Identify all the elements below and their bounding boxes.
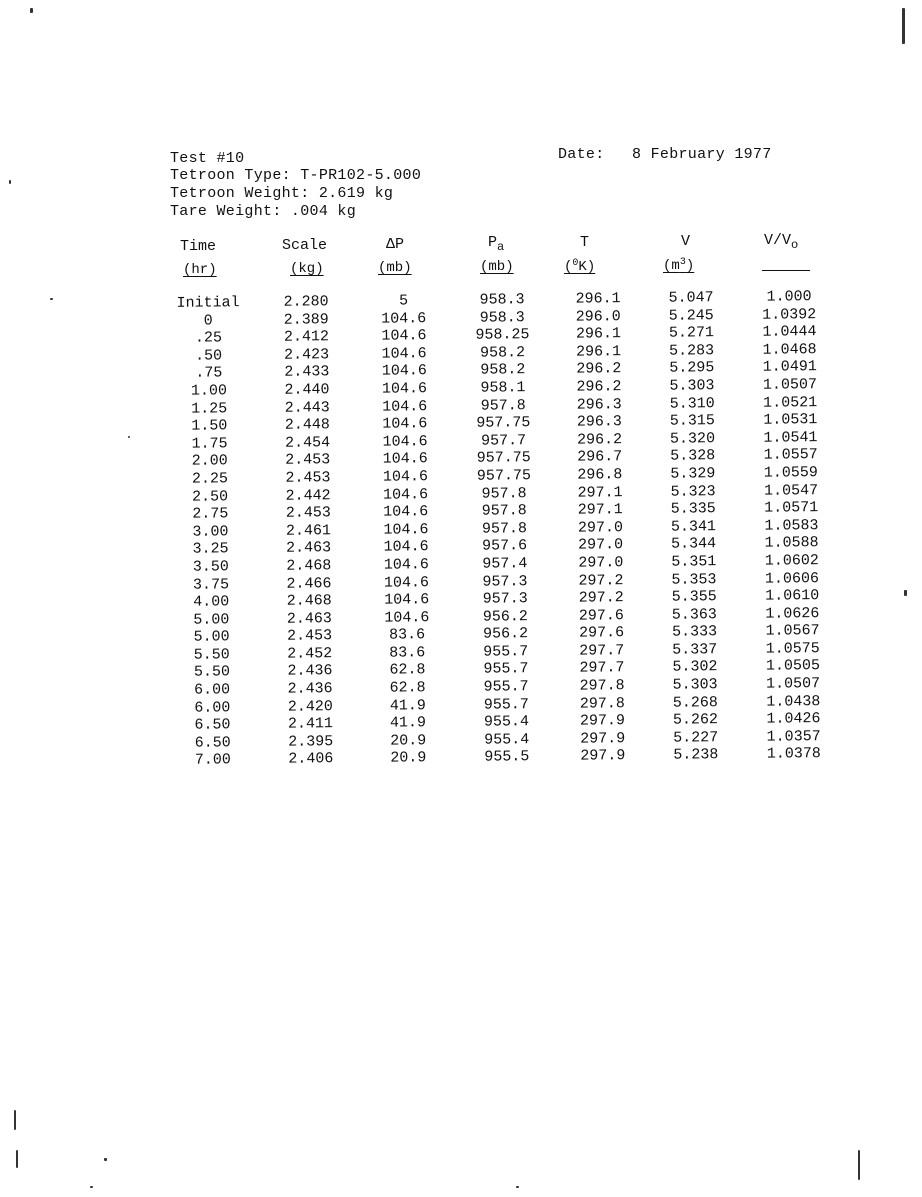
cell-time: 5.00 (193, 628, 230, 646)
cell-scale: 2.453 (285, 504, 331, 522)
cell-delta-p: 83.6 (389, 644, 426, 662)
cell-scale: 2.436 (287, 662, 333, 681)
cell-delta-p: 104.6 (383, 520, 429, 539)
cell-delta-p: 62.8 (389, 679, 426, 697)
test-number: Test #10 (170, 150, 245, 167)
cell-temp: 296.1 (575, 290, 621, 308)
cell-pa: 957.8 (481, 502, 527, 520)
cell-pa: 957.8 (480, 396, 526, 415)
cell-volume: 5.262 (672, 711, 719, 729)
cell-temp: 296.1 (576, 342, 622, 361)
cell-v-ratio: 1.0426 (766, 710, 821, 728)
cell-scale: 2.436 (287, 680, 333, 698)
cell-temp: 296.0 (575, 307, 621, 326)
cell-time: 6.00 (194, 681, 231, 699)
tare-weight: Tare Weight: .004 kg (170, 203, 357, 220)
col-unit-delta-p: (mb) (378, 260, 412, 276)
cell-v-ratio: 1.0438 (766, 692, 821, 711)
scan-mark (14, 1110, 16, 1130)
cell-volume: 5.268 (672, 693, 718, 712)
cell-temp: 296.3 (576, 413, 622, 431)
cell-v-ratio: 1.0541 (763, 428, 818, 447)
cell-pa: 957.3 (482, 590, 528, 608)
cell-time: 0 (203, 312, 213, 330)
col-header-temp: T (580, 234, 590, 251)
cell-v-ratio: 1.0575 (765, 639, 820, 658)
cell-temp: 297.9 (580, 747, 626, 766)
cell-pa: 958.25 (475, 326, 530, 344)
cell-scale: 2.389 (283, 310, 329, 329)
tetroon-type: Tetroon Type: T-PR102-5.000 (170, 167, 422, 184)
scan-mark (858, 1150, 860, 1180)
cell-pa: 956.2 (482, 625, 529, 643)
cell-temp: 297.2 (578, 571, 624, 590)
cell-temp: 296.1 (575, 325, 622, 343)
cell-temp: 297.1 (577, 483, 623, 502)
scan-mark (50, 298, 53, 300)
cell-time: 3.25 (192, 540, 229, 558)
v-ratio-rule (762, 270, 810, 271)
cell-temp: 296.2 (576, 360, 622, 379)
cell-volume: 5.333 (671, 623, 718, 641)
cell-volume: 5.303 (669, 377, 715, 395)
cell-pa: 955.5 (484, 748, 530, 767)
cell-volume: 5.238 (673, 746, 719, 765)
cell-pa: 955.4 (484, 731, 530, 749)
cell-delta-p: 104.6 (382, 468, 429, 486)
cell-scale: 2.453 (286, 627, 333, 645)
cell-volume: 5.335 (670, 500, 716, 518)
cell-pa: 955.7 (483, 643, 529, 661)
cell-time: 6.50 (194, 716, 231, 734)
cell-v-ratio: 1.0571 (764, 499, 819, 517)
cell-scale: 2.395 (288, 733, 334, 751)
cell-pa: 957.3 (482, 572, 528, 591)
cell-delta-p: 104.6 (382, 432, 428, 451)
col-header-v-ratio: $V/V_o$ (764, 232, 799, 252)
cell-time: 1.25 (191, 399, 228, 418)
col-header-time: Time (180, 238, 217, 255)
scan-mark (90, 1186, 93, 1188)
cell-time: 1.00 (190, 382, 228, 400)
cell-delta-p: 104.6 (382, 485, 429, 504)
col-header-delta-p: ΔP (386, 236, 405, 253)
cell-volume: 5.227 (673, 729, 719, 747)
cell-delta-p: 104.6 (382, 415, 428, 433)
cell-volume: 5.351 (671, 553, 717, 571)
cell-delta-p: 104.6 (381, 327, 427, 345)
cell-volume: 5.344 (671, 535, 717, 553)
cell-temp: 297.8 (579, 677, 625, 695)
cell-temp: 296.2 (576, 378, 622, 396)
cell-volume: 5.363 (671, 605, 717, 624)
cell-v-ratio: 1.0610 (765, 587, 820, 605)
cell-time: 2.75 (192, 505, 229, 523)
cell-delta-p: 104.6 (381, 309, 427, 328)
cell-delta-p: 104.6 (383, 503, 429, 521)
cell-v-ratio: 1.0583 (764, 516, 819, 535)
cell-delta-p: 20.9 (390, 732, 427, 750)
cell-time: 1.50 (191, 417, 228, 435)
scan-mark (104, 1158, 107, 1161)
cell-scale: 2.420 (287, 697, 333, 716)
cell-time: 4.00 (193, 593, 230, 611)
cell-pa: 955.7 (483, 695, 529, 714)
cell-delta-p: 104.6 (382, 397, 428, 416)
cell-temp: 297.0 (578, 536, 624, 554)
cell-volume: 5.337 (672, 641, 718, 659)
cell-time: 6.50 (194, 734, 231, 752)
cell-pa: 957.6 (482, 537, 528, 555)
cell-scale: 2.280 (283, 293, 329, 311)
cell-scale: 2.442 (285, 486, 331, 505)
cell-delta-p: 5 (398, 292, 409, 310)
cell-volume: 5.047 (668, 289, 714, 307)
col-header-scale: Scale (282, 237, 328, 254)
cell-delta-p: 20.9 (390, 749, 427, 768)
cell-time: 7.00 (194, 751, 231, 770)
cell-temp: 297.6 (578, 606, 624, 625)
cell-temp: 296.2 (576, 430, 623, 449)
cell-delta-p: 104.6 (383, 573, 430, 592)
cell-volume: 5.341 (670, 517, 717, 536)
col-unit-temp: ($^0$K) (564, 258, 596, 275)
cell-scale: 2.453 (285, 469, 331, 487)
cell-temp: 297.7 (579, 659, 625, 678)
scan-mark (16, 1150, 18, 1168)
date-label: Date: (558, 146, 605, 163)
cell-volume: 5.353 (671, 570, 717, 589)
cell-scale: 2.443 (284, 398, 330, 417)
cell-pa: 958.3 (479, 291, 525, 309)
cell-time: 6.00 (194, 698, 231, 717)
cell-volume: 5.328 (670, 447, 716, 466)
cell-time: 5.50 (193, 663, 231, 682)
date-value: 8 February 1977 (632, 146, 772, 163)
cell-delta-p: 104.6 (382, 450, 428, 469)
col-unit-scale: (kg) (290, 261, 324, 277)
col-unit-pa: (mb) (480, 259, 514, 275)
cell-temp: 297.9 (579, 712, 626, 730)
cell-pa: 957.8 (481, 484, 527, 503)
cell-delta-p: 41.9 (389, 714, 427, 732)
cell-delta-p: 41.9 (389, 696, 426, 715)
cell-pa: 955.7 (483, 678, 529, 696)
cell-pa: 957.8 (481, 519, 528, 538)
cell-volume: 5.303 (672, 676, 718, 694)
cell-volume: 5.271 (668, 324, 715, 342)
cell-temp: 296.8 (577, 466, 623, 484)
col-header-pa: $P_a$ (488, 234, 505, 254)
cell-v-ratio: 1.0626 (765, 604, 820, 623)
cell-pa: 955.4 (483, 713, 530, 731)
scan-mark (128, 436, 130, 438)
cell-v-ratio: 1.0547 (763, 481, 819, 500)
scan-mark (904, 590, 907, 596)
cell-temp: 296.3 (576, 395, 622, 414)
scan-mark (9, 180, 11, 184)
cell-volume: 5.315 (669, 412, 715, 430)
cell-pa: 956.2 (482, 607, 528, 626)
cell-time: 3.75 (192, 575, 230, 594)
cell-time: 5.50 (193, 646, 230, 664)
cell-v-ratio: 1.0588 (764, 534, 819, 552)
cell-v-ratio: 1.0491 (762, 358, 817, 377)
cell-v-ratio: 1.0567 (765, 622, 820, 640)
cell-v-ratio: 1.0378 (766, 745, 821, 764)
col-unit-time: (hr) (183, 262, 217, 278)
cell-time: 2.50 (192, 487, 229, 506)
cell-volume: 5.329 (670, 465, 716, 483)
cell-time: 2.25 (191, 470, 229, 488)
cell-scale: 2.423 (284, 346, 330, 364)
cell-volume: 5.320 (669, 429, 716, 448)
cell-scale: 2.411 (287, 715, 334, 733)
cell-temp: 297.0 (577, 518, 624, 537)
cell-time: .50 (195, 347, 223, 365)
cell-v-ratio: 1.0602 (764, 552, 819, 570)
cell-temp: 297.1 (577, 501, 623, 519)
cell-delta-p: 104.6 (383, 538, 429, 556)
cell-scale: 2.463 (286, 609, 332, 628)
cell-delta-p: 104.6 (381, 380, 428, 398)
cell-v-ratio: 1.0392 (762, 305, 817, 324)
cell-delta-p: 104.6 (384, 608, 430, 627)
cell-v-ratio: 1.0444 (762, 323, 817, 341)
col-unit-volume: $(m^3)$ (663, 257, 695, 274)
cell-pa: 957.75 (476, 467, 532, 485)
data-table (160, 288, 844, 770)
cell-pa: 955.7 (483, 660, 529, 679)
cell-temp: 296.7 (577, 448, 623, 466)
cell-v-ratio: 1.0606 (764, 569, 820, 588)
cell-temp: 297.9 (580, 729, 626, 748)
cell-delta-p: 104.6 (381, 344, 427, 363)
cell-pa: 957.7 (480, 431, 527, 450)
cell-scale: 2.454 (284, 433, 331, 452)
cell-time: 5.00 (193, 610, 230, 629)
cell-delta-p: 104.6 (383, 556, 429, 574)
cell-scale: 2.412 (283, 328, 330, 346)
cell-time: .75 (195, 364, 223, 383)
cell-volume: 5.295 (669, 359, 715, 378)
cell-temp: 297.2 (578, 589, 624, 607)
cell-time: 3.50 (192, 558, 229, 576)
cell-scale: 2.466 (286, 574, 332, 593)
cell-temp: 297.0 (578, 554, 624, 572)
cell-pa: 958.2 (480, 343, 526, 362)
cell-scale: 2.453 (285, 451, 331, 470)
cell-v-ratio: 1.0357 (766, 727, 821, 746)
tetroon-weight: Tetroon Weight: 2.619 kg (170, 185, 394, 202)
cell-volume: 5.355 (671, 588, 717, 606)
cell-volume: 5.302 (672, 658, 718, 677)
cell-scale: 2.463 (286, 539, 332, 558)
cell-pa: 957.75 (476, 414, 531, 432)
cell-time: .25 (194, 329, 223, 347)
cell-v-ratio: 1.0507 (766, 675, 821, 693)
cell-v-ratio: 1.0557 (763, 446, 818, 465)
cell-volume: 5.323 (670, 482, 716, 501)
cell-pa: 957.4 (482, 555, 528, 573)
cell-pa: 957.75 (476, 449, 531, 468)
col-header-volume: V (681, 233, 691, 250)
scan-mark (30, 8, 33, 13)
cell-scale: 2.406 (288, 750, 334, 769)
cell-volume: 5.245 (668, 306, 714, 325)
cell-time: 1.75 (191, 435, 228, 453)
cell-pa: 958.3 (479, 308, 525, 327)
cell-v-ratio: 1.0468 (762, 340, 817, 359)
cell-v-ratio: 1.0559 (763, 464, 818, 482)
cell-pa: 958.2 (480, 361, 526, 380)
cell-scale: 2.448 (284, 416, 330, 434)
cell-scale: 2.452 (287, 645, 333, 663)
cell-temp: 297.8 (579, 694, 625, 713)
cell-volume: 5.310 (669, 394, 715, 413)
scan-mark (902, 8, 905, 44)
cell-scale: 2.468 (286, 592, 332, 610)
cell-delta-p: 104.6 (381, 362, 427, 381)
cell-scale: 2.440 (284, 381, 330, 399)
cell-scale: 2.461 (285, 521, 332, 540)
cell-time: 2.00 (191, 452, 228, 471)
scan-mark (516, 1186, 519, 1188)
cell-volume: 5.283 (669, 341, 715, 360)
cell-scale: 2.433 (284, 363, 330, 382)
cell-temp: 297.6 (578, 624, 625, 642)
cell-scale: 2.468 (286, 557, 332, 575)
cell-time: Initial (176, 294, 240, 312)
cell-v-ratio: 1.0507 (762, 376, 818, 394)
cell-pa: 958.1 (480, 379, 526, 397)
cell-delta-p: 83.6 (388, 626, 426, 644)
cell-delta-p: 104.6 (384, 591, 430, 609)
cell-temp: 297.7 (579, 642, 625, 660)
cell-v-ratio: 1.0531 (763, 411, 818, 429)
cell-v-ratio: 1.000 (766, 288, 812, 306)
cell-v-ratio: 1.0505 (765, 657, 821, 676)
cell-time: 3.00 (192, 523, 229, 541)
cell-v-ratio: 1.0521 (763, 393, 818, 412)
cell-delta-p: 62.8 (389, 661, 426, 680)
